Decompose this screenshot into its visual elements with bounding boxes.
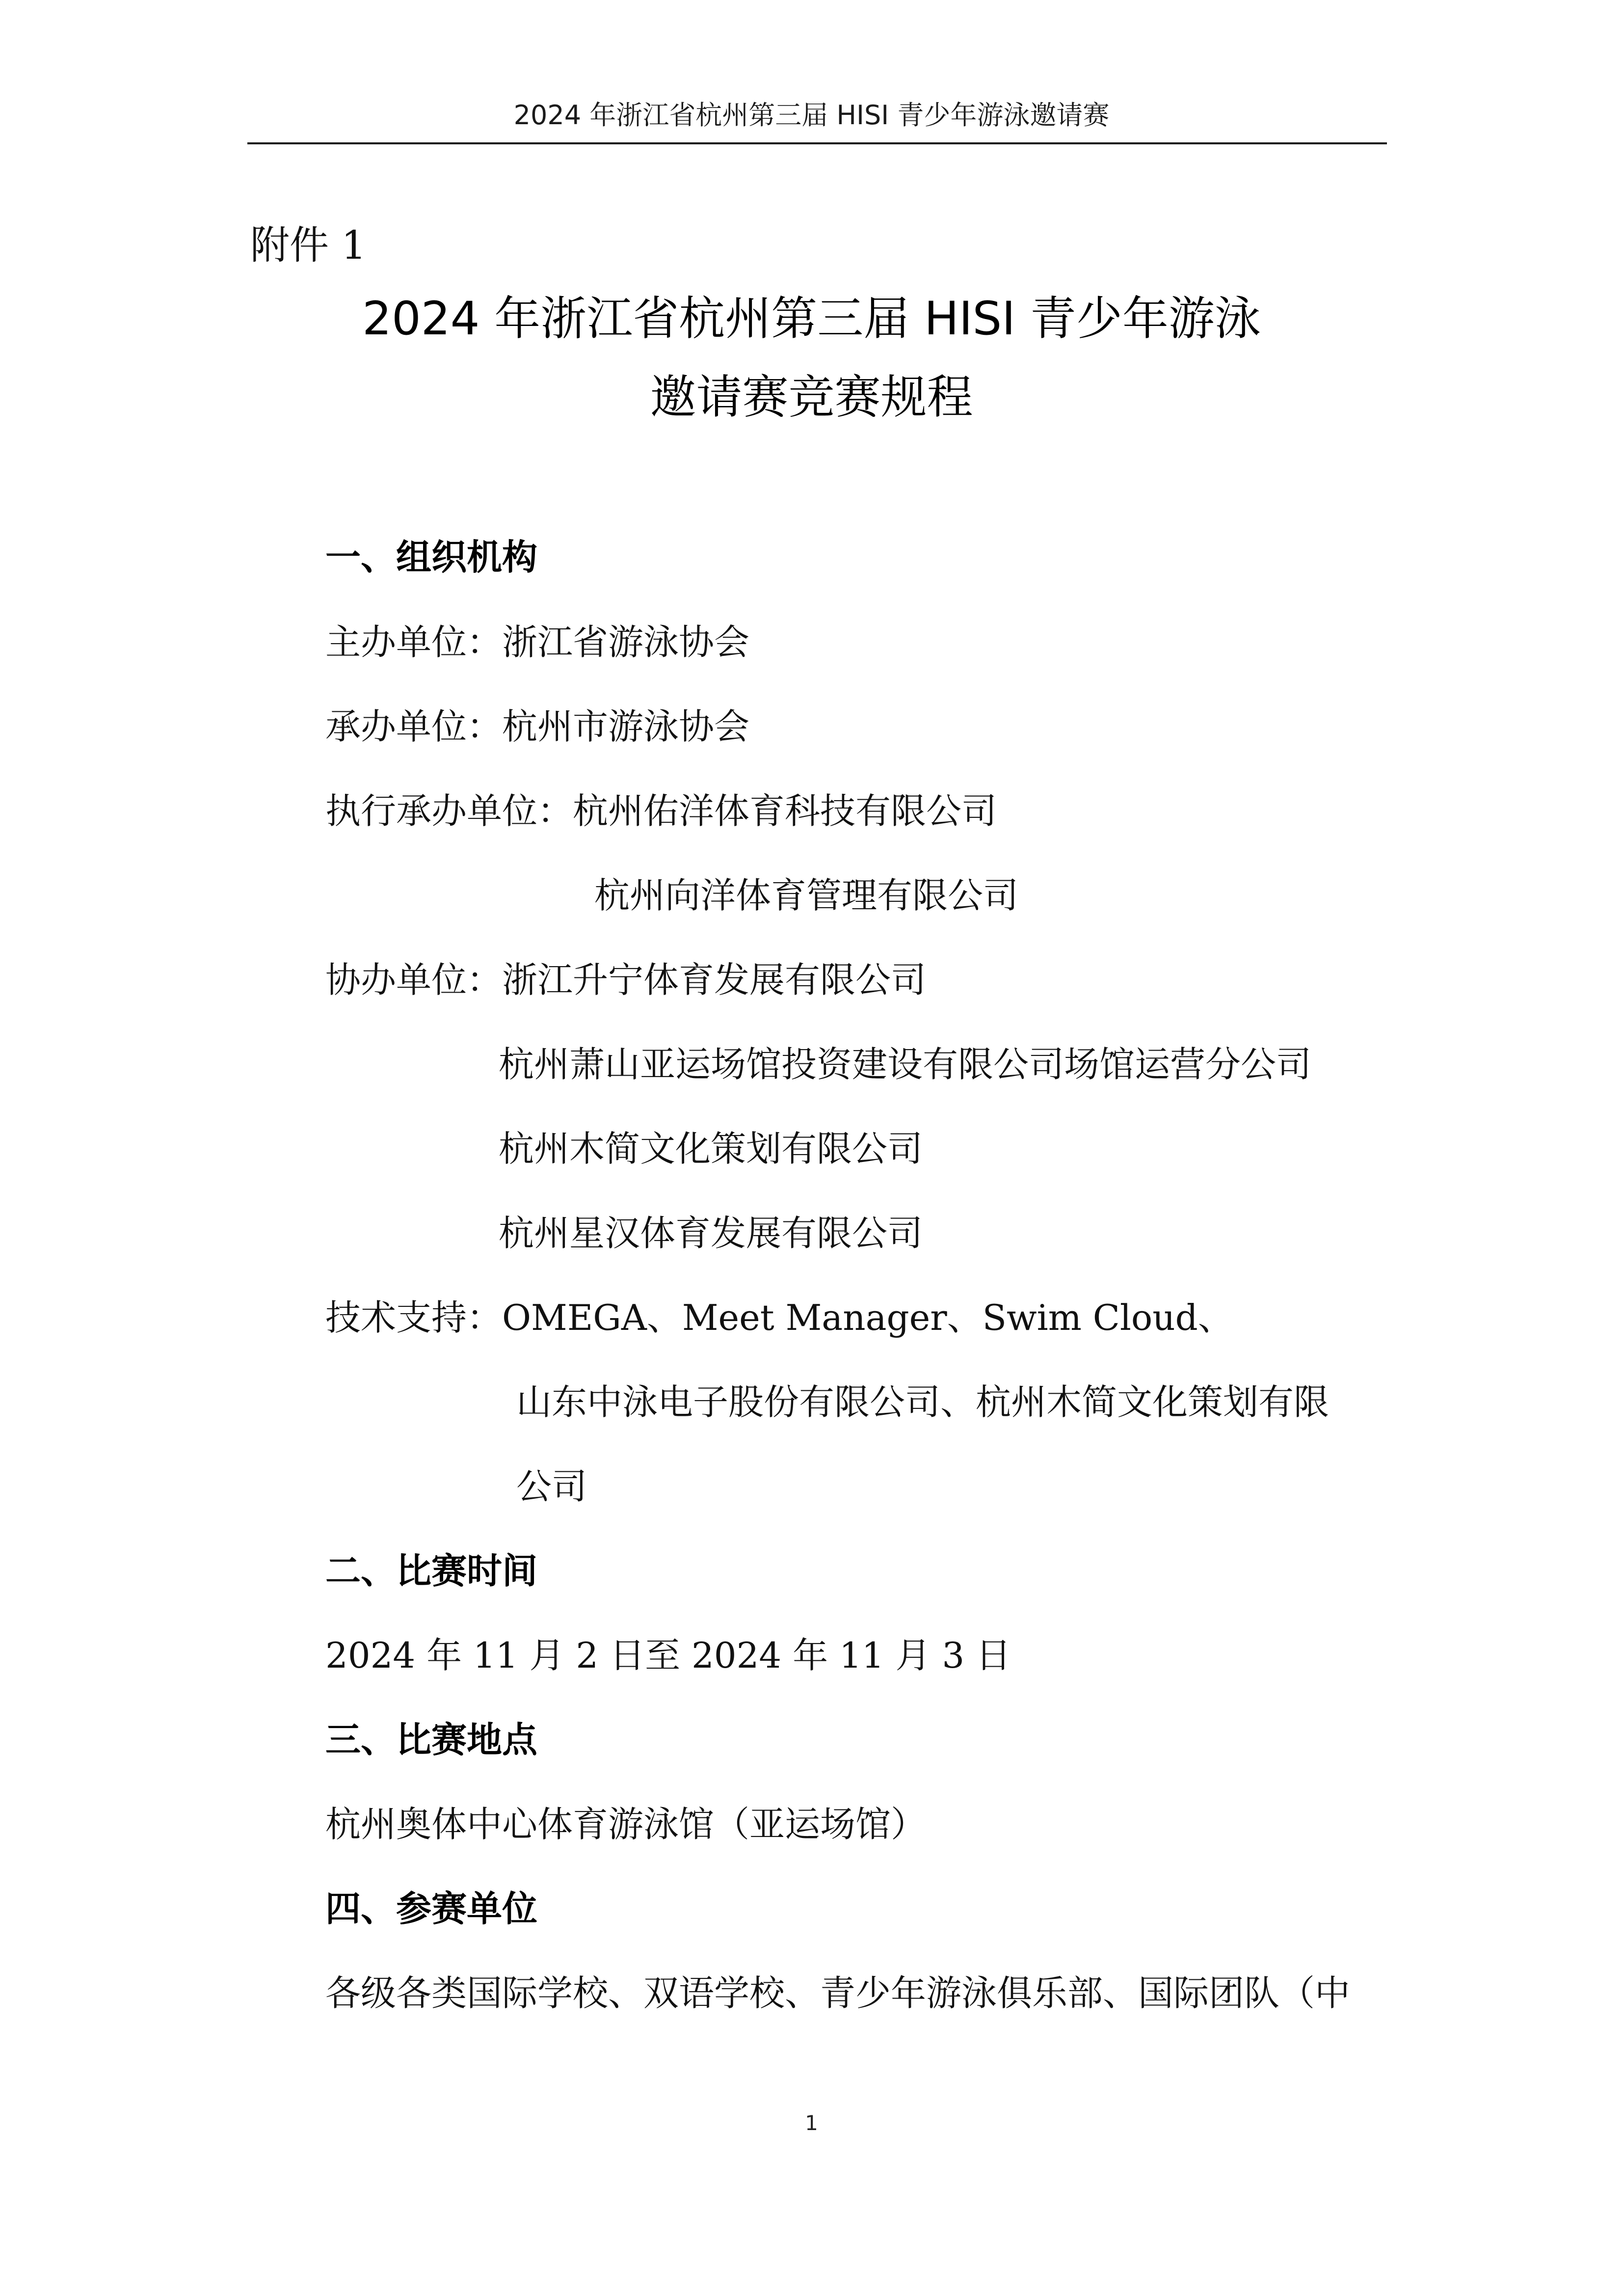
document-title-line-2: 邀请赛竞赛规程 (650, 371, 973, 424)
section-heading-venue: 三、比赛地点 (325, 1719, 538, 1760)
competition-venue: 杭州奥体中心体育游泳馆（亚运场馆） (325, 1804, 927, 1845)
co-organizer-unit: 协办单位：浙江升宁体育发展有限公司 (325, 959, 927, 1000)
executor-unit-2: 杭州向洋体育管理有限公司 (594, 875, 1019, 916)
attachment-label: 附件 1 (250, 222, 367, 268)
technical-support: 技术支持：OMEGA、Meet Manager、Swim Cloud、 (325, 1297, 1233, 1338)
technical-support-3: 公司 (516, 1466, 587, 1507)
technical-support-2: 山东中泳电子股份有限公司、杭州木简文化策划有限 (516, 1381, 1330, 1423)
document-title-line-1: 2024 年浙江省杭州第三届 HISI 青少年游泳 (362, 292, 1261, 346)
co-organizer-unit-2: 杭州萧山亚运场馆投资建设有限公司场馆运营分公司 (499, 1044, 1312, 1085)
section-heading-organization: 一、组织机构 (325, 537, 538, 578)
co-organizer-unit-4: 杭州星汉体育发展有限公司 (499, 1213, 923, 1254)
section-heading-participants: 四、参赛单位 (325, 1888, 538, 1929)
competition-dates: 2024 年 11 月 2 日至 2024 年 11 月 3 日 (325, 1635, 1011, 1676)
host-unit: 主办单位：浙江省游泳协会 (325, 621, 750, 663)
header-divider (247, 142, 1387, 144)
participants-text: 各级各类国际学校、双语学校、青少年游泳俱乐部、国际团队（中 (325, 1972, 1351, 2014)
page-number: 1 (805, 2111, 818, 2135)
section-heading-time: 二、比赛时间 (325, 1550, 538, 1592)
co-organizer-unit-3: 杭州木简文化策划有限公司 (499, 1128, 923, 1169)
running-header: 2024 年浙江省杭州第三届 HISI 青少年游泳邀请赛 (513, 100, 1110, 131)
organizer-unit: 承办单位：杭州市游泳协会 (325, 706, 750, 747)
executor-unit: 执行承办单位：杭州佑洋体育科技有限公司 (325, 790, 997, 832)
